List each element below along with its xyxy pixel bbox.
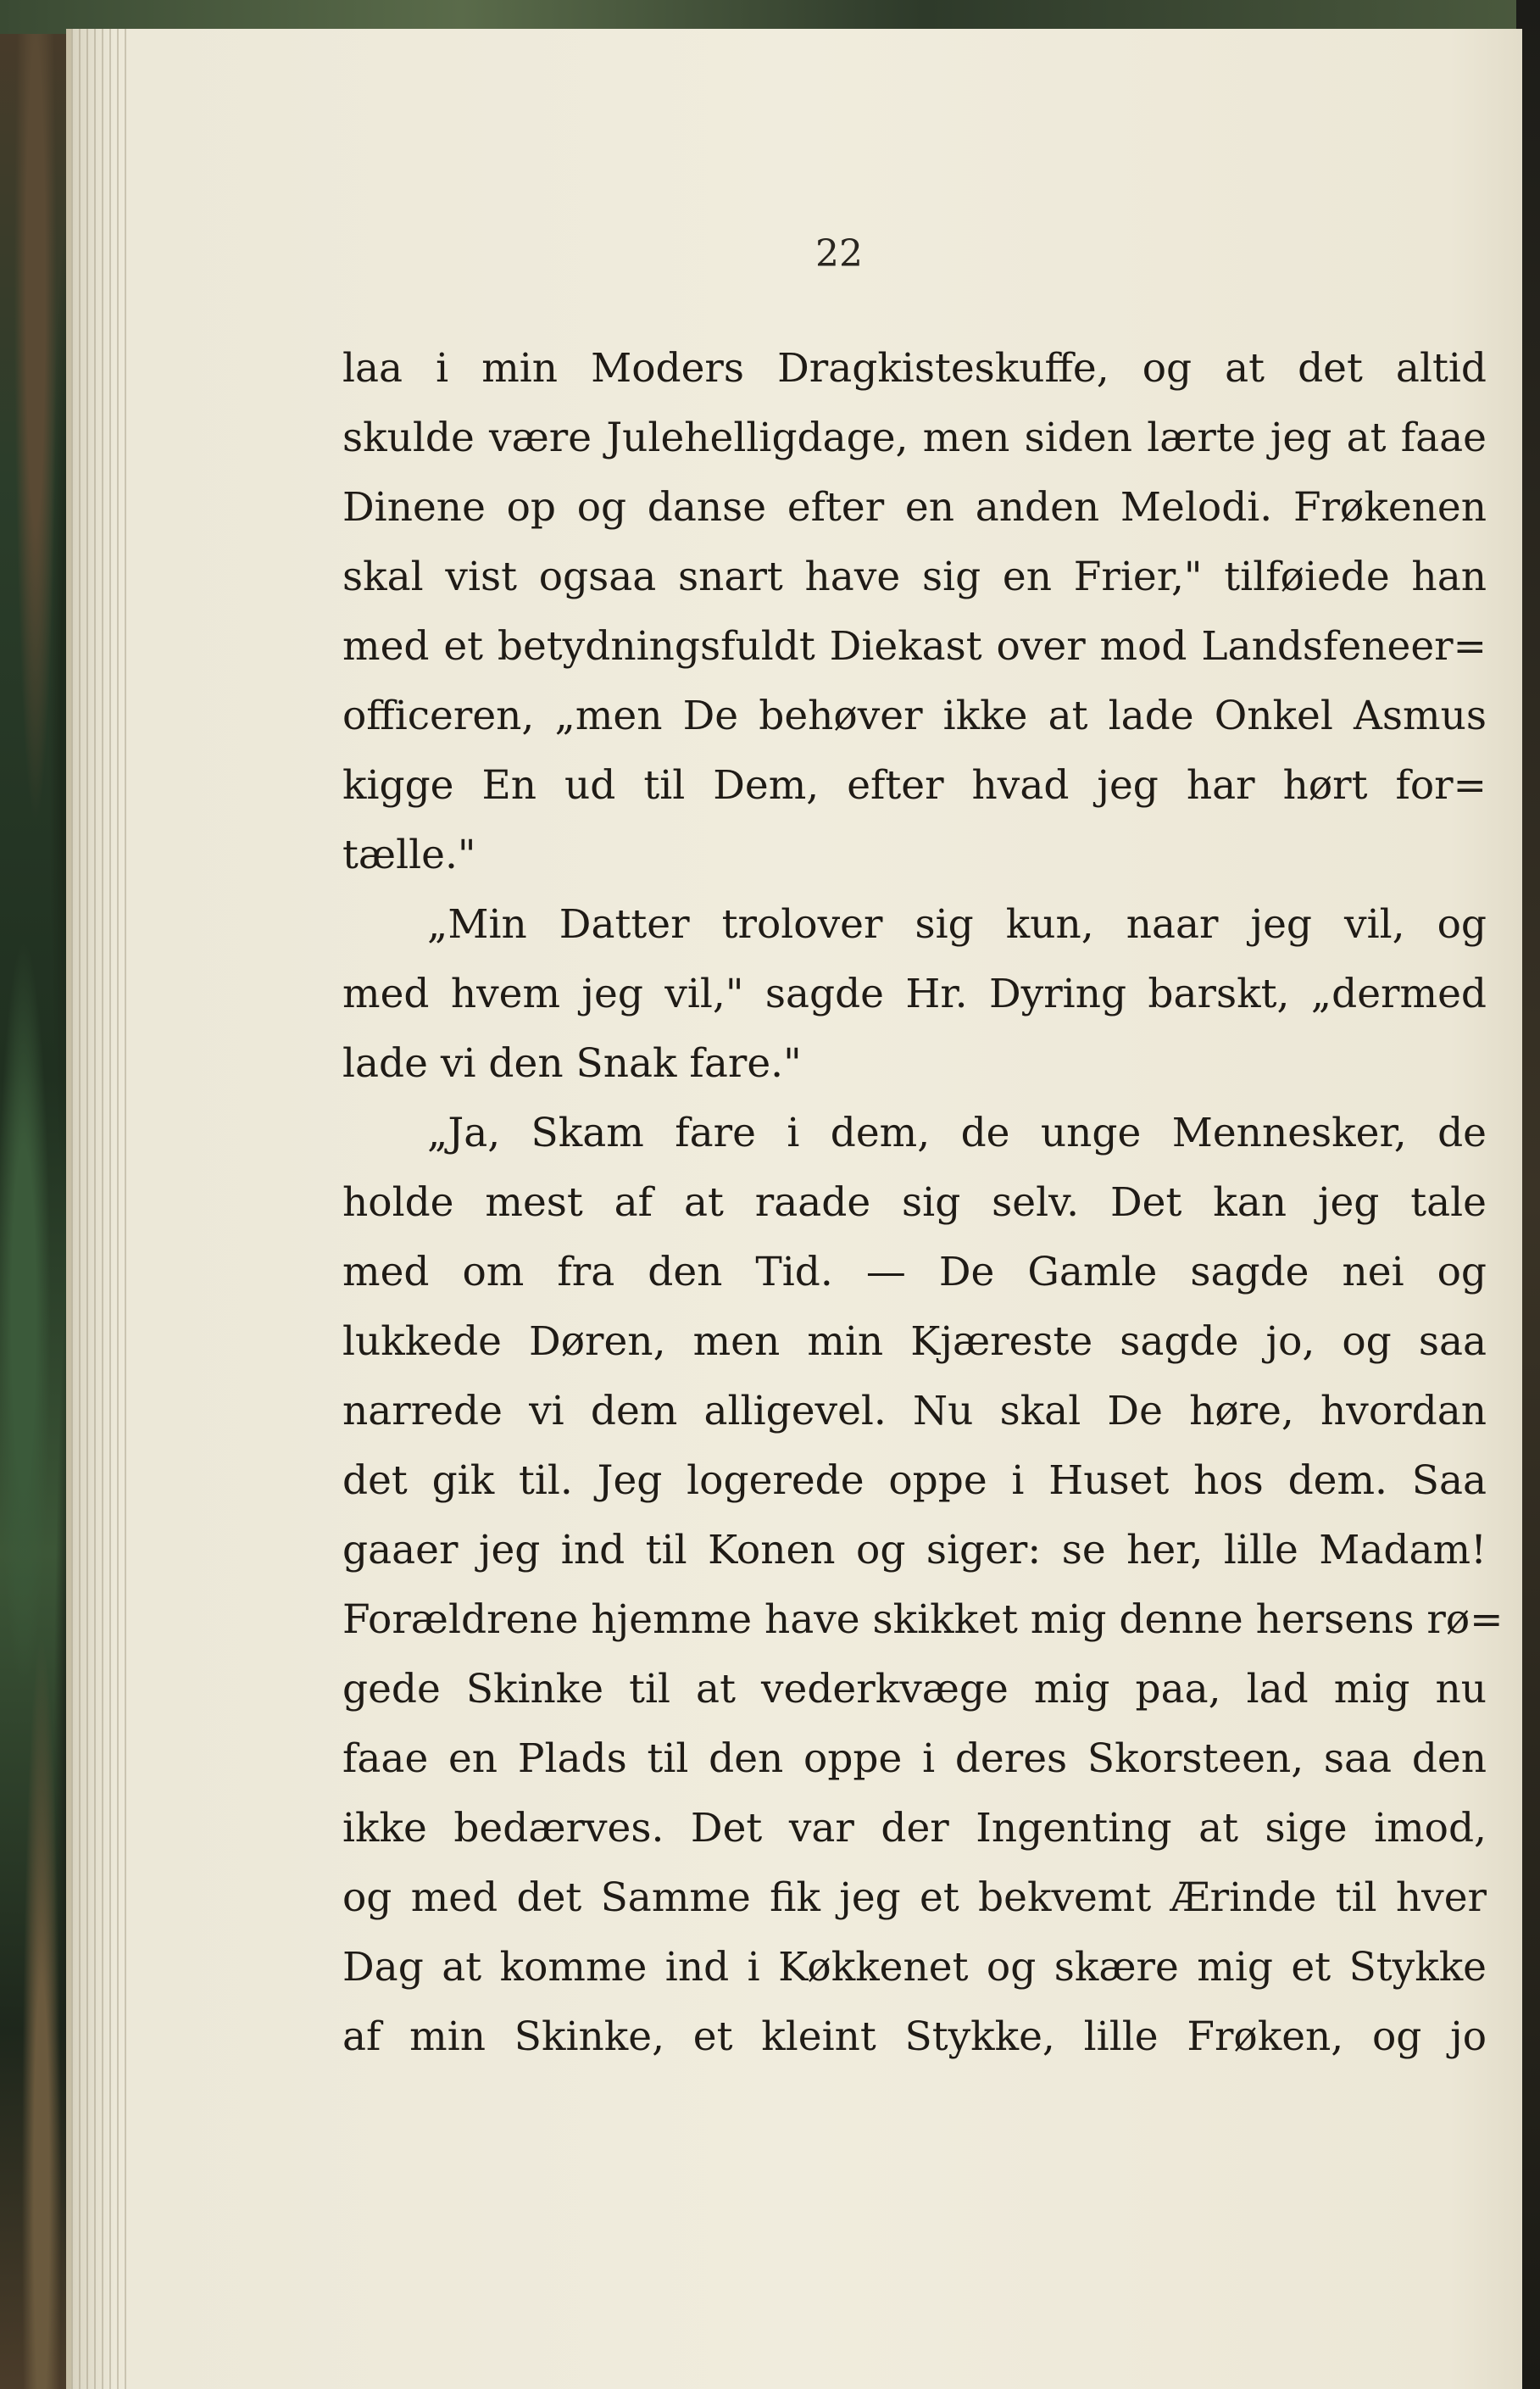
text-line: laa i min Moders Dragkisteskuffe, og at det altid [342,345,1487,392]
page-gutter [71,29,131,2389]
text-line: skulde være Julehelligdage, men siden lærte jeg at faae [342,415,1487,461]
text-line: „Min Datter trolover sig kun, naar jeg vil, og [427,901,1487,948]
text-line: Dag at komme ind i Køkkenet og skære mig et Stykke [342,1944,1487,1991]
text-line: med hvem jeg vil," sagde Hr. Dyring barskt, „dermed [342,971,1487,1017]
text-line: kigge En ud til Dem, efter hvad jeg har hørt for= [342,762,1487,809]
text-line: tælle." [342,832,476,878]
text-line: narrede vi dem alligevel. Nu skal De høre, hvordan [342,1388,1487,1434]
text-line: officeren, „men De behøver ikke at lade Onkel Asmus [342,693,1487,739]
text-line: holde mest af at raade sig selv. Det kan jeg tale [342,1179,1487,1226]
text-line: det gik til. Jeg logerede oppe i Huset hos dem. Saa [342,1457,1487,1504]
text-line: Dinene op og danse efter en anden Melodi. Frøkenen [342,484,1487,531]
text-line: af min Skinke, et kleint Stykke, lille Frøken, og jo [342,2013,1487,2060]
text-line: med om fra den Tid. — De Gamle sagde nei og [342,1249,1487,1295]
text-line: „Ja, Skam fare i dem, de unge Mennesker, de [427,1110,1487,1156]
text-line: lade vi den Snak fare." [342,1040,802,1087]
text-line: faae en Plads til den oppe i deres Skorsteen, saa den [342,1735,1487,1782]
text-line: lukkede Døren, men min Kjæreste sagde jo, og saa [342,1318,1487,1365]
page-number: 22 [815,232,863,276]
text-line: ikke bedærves. Det var der Ingenting at sige imod, [342,1805,1487,1852]
book-page [66,29,1522,2389]
text-line: gede Skinke til at vederkvæge mig paa, lad mig nu [342,1666,1487,1712]
text-line: med et betydningsfuldt Diekast over mod Landsfeneer= [342,623,1487,670]
text-line: skal vist ogsaa snart have sig en Frier," tilføiede han [342,554,1487,600]
text-line: gaaer jeg ind til Konen og siger: se her, lille Madam! [342,1527,1487,1573]
body-text [342,334,1504,2072]
text-line: Forældrene hjemme have skikket mig denne hersens rø= [342,1596,1504,1643]
text-line: og med det Samme fik jeg et bekvemt Ærinde til hver [342,1874,1487,1921]
